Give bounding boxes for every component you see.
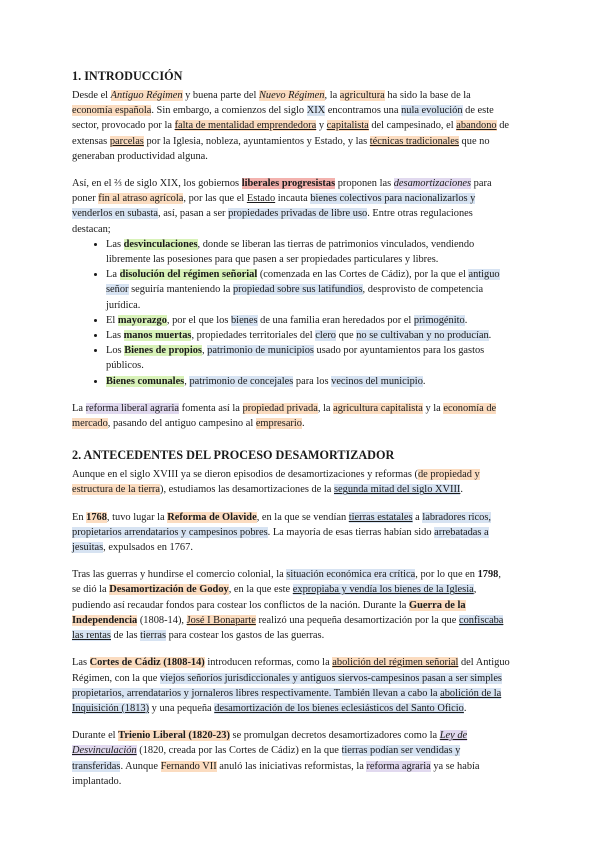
paragraph: Las Cortes de Cádiz (1808-14) introducen reformas, como la abolición del régimen señorial del Antiguo Régimen, con la que viejos señoríos jurisdiccionales y antiguos siervos-campesinos pasan a ser simples propietarios, arrendatarios y jornaleros libres respectivamente. También llevan a cabo la abolición de la Inquisición (1813) y una pequeña desamortización de los bienes eclesiásticos del Santo Oficio. (72, 657, 510, 714)
paragraph: La reforma liberal agraria fomenta así la propiedad privada, la agricultura capitalista y la economía de mercado, pasando del antiguo campesino al empresario. (72, 402, 497, 430)
section-heading-introduccion: 1. INTRODUCCIÓN (72, 69, 183, 83)
regulations-list (72, 237, 512, 389)
list-item: • Bienes comunales, patrimonio de concejales para los vecinos del municipio. (106, 374, 512, 389)
list-item: • La disolución del régimen señorial (comenzada en las Cortes de Cádiz), por la que el antiguo señor seguiría manteniendo la propiedad sobre sus latifundios, desprovisto de competencia jurídica. (106, 267, 512, 313)
paragraph: Desde el Antiguo Régimen y buena parte del Nuevo Régimen, la agricultura ha sido la base de la economía española. Sin embargo, a comienzos del siglo XIX encontramos una nula evolución de este sector, provocado por la falta de mentalidad emprendedora y capitalista del campesinado, el abandono de extensas parcelas por la Iglesia, nobleza, ayuntamientos y Estado, y las técnicas tradicionales que no generaban productividad alguna. (72, 90, 510, 162)
document-page (72, 68, 512, 789)
list-item: • Las manos muertas, propiedades territoriales del clero que no se cultivaban y no producían. (106, 328, 512, 343)
list-item: • Los Bienes de propios, patrimonio de municipios usado por ayuntamientos para los gastos públicos. (106, 343, 512, 373)
section-heading-antecedentes: 2. ANTECEDENTES DEL PROCESO DESAMORTIZADOR (72, 448, 395, 463)
list-item: • El mayorazgo, por el que los bienes de una familia eran heredados por el primogénito. (106, 313, 512, 328)
paragraph: Aunque en el siglo XVIII ya se dieron episodios de desamortizaciones y reformas (de propiedad y estructura de la tierra), estudiamos las desamortizaciones de la segunda mitad del siglo XVIII. (72, 469, 480, 496)
paragraph: Durante el Trienio Liberal (1820-23) se promulgan decretos desamortizadores como la Ley de Desvinculación (1820, creada por las Cortes de Cádiz) en la que tierras podían ser vendidas y transferidas. Aunque Fernando VII anuló las iniciativas reformistas, la reforma agraria ya se había implantado. (72, 730, 480, 787)
paragraph: En 1768, tuvo lugar la Reforma de Olavide, en la que se vendían tierras estatales a labradores ricos, propietarios arrendatarios y campesinos pobres. La mayoría de esas tierras habían sido arrebatadas a jesuitas, expulsados en 1767. (72, 511, 491, 554)
paragraph: Así, en el ⅔ de siglo XIX, los gobiernos liberales progresistas proponen las desamortizaciones para poner fin al atraso agrícola, por las que el Estado incauta bienes colectivos para nacionalizarlos y venderlos en subasta, así, pasan a ser propiedades privadas de libre uso. Entre otras regulaciones destacan; (72, 178, 492, 235)
paragraph: Tras las guerras y hundirse el comercio colonial, la situación económica era crítica, por lo que en 1798, se dió la Desamortización de Godoy, en la que este expropiaba y vendía los bienes de la Iglesia, pudiendo así recaudar fondos para costear los conflictos de la nación. Durante la Guerra de la Independencia (1808-14), José I Bonaparte realizó una pequeña desamortización por la que confiscaba las rentas de las tierras para costear los gastos de las guerras. (72, 569, 504, 642)
list-item: • Las desvinculaciones, donde se liberan las tierras de patrimonios vinculados, vendiendo libremente las posesiones para que pasen a ser propiedades particulares y libres. (106, 237, 512, 267)
